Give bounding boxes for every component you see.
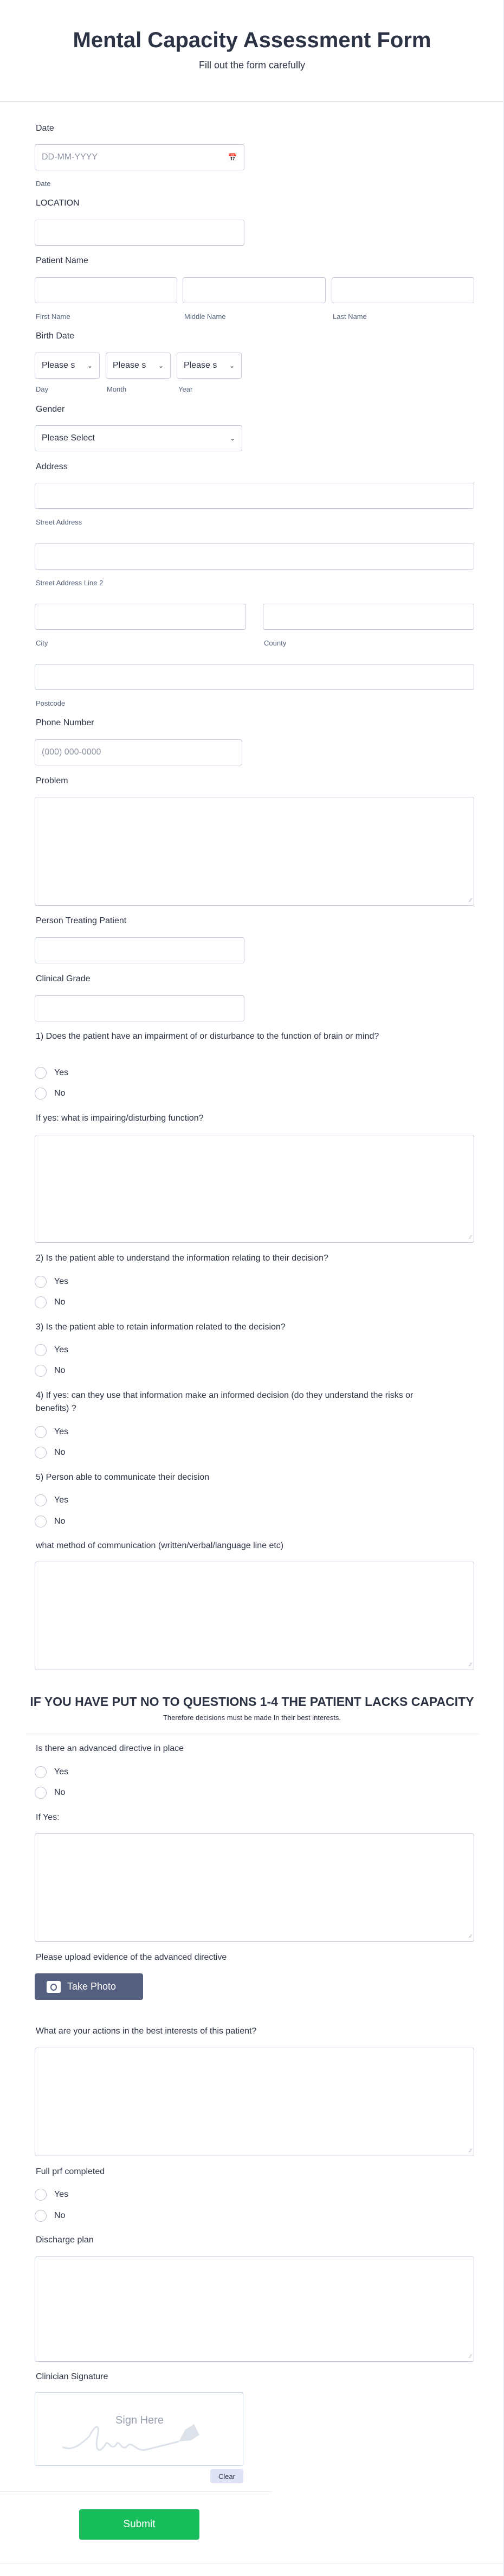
first-name-input[interactable] [35, 277, 177, 303]
county-sublabel: County [264, 639, 287, 647]
date-placeholder: DD-MM-YYYY [42, 152, 98, 162]
gender-value: Please Select [42, 433, 95, 443]
take-photo-label: Take Photo [67, 1981, 117, 1992]
q1-label: 1) Does the patient have an impairment of or disturbance to the function of brain or mind? [36, 1032, 379, 1041]
sign-here-placeholder: Sign Here [115, 2414, 164, 2426]
submit-button[interactable]: Submit [79, 2509, 199, 2540]
form-subtitle: Fill out the form carefully [198, 60, 306, 71]
radio-circle-icon [35, 1766, 47, 1778]
street-address-sublabel: Street Address [36, 518, 82, 526]
problem-textarea[interactable] [35, 797, 474, 906]
person-treating-label: Person Treating Patient [36, 916, 127, 925]
advanced-directive-yes-radio[interactable] [35, 1766, 68, 1778]
chevron-down-icon: ⌄ [87, 362, 93, 369]
date-input[interactable] [35, 144, 244, 170]
county-input[interactable] [263, 604, 474, 630]
radio-circle-icon [35, 1365, 47, 1377]
year-sublabel: Year [178, 385, 193, 393]
q4-yes-radio[interactable] [35, 1426, 68, 1438]
yes-label: Yes [54, 1345, 69, 1354]
q3-no-radio[interactable] [35, 1365, 65, 1377]
clinical-grade-input[interactable] [35, 995, 244, 1021]
q3-yes-radio[interactable] [35, 1344, 68, 1356]
yes-label: Yes [54, 1427, 69, 1436]
location-label: LOCATION [36, 199, 80, 208]
person-treating-input[interactable] [35, 937, 244, 963]
signature-pen-icon [60, 2420, 217, 2458]
yes-label: Yes [54, 1495, 69, 1505]
resize-handle-icon[interactable]: ∕∕ [469, 2354, 471, 2360]
signature-label: Clinician Signature [36, 2372, 108, 2381]
chevron-down-icon: ⌄ [158, 362, 164, 369]
radio-circle-icon [35, 1447, 47, 1459]
calendar-icon[interactable]: 📅 [228, 152, 237, 162]
take-photo-button[interactable] [35, 1973, 143, 2000]
birth-day-value: Please s [42, 361, 75, 370]
postcode-input[interactable] [35, 664, 474, 690]
radio-circle-icon [35, 1787, 47, 1799]
yes-label: Yes [54, 1068, 69, 1077]
radio-circle-icon [35, 1344, 47, 1356]
communication-method-label: what method of communication (written/verbal/language line etc) [36, 1541, 284, 1550]
resize-handle-icon[interactable]: ∕∕ [469, 2148, 471, 2154]
location-input[interactable] [35, 220, 244, 246]
street-address-2-sublabel: Street Address Line 2 [36, 579, 104, 587]
chevron-down-icon: ⌄ [229, 434, 235, 442]
middle-name-input[interactable] [183, 277, 326, 303]
yes-label: Yes [54, 1767, 69, 1776]
q2-label: 2) Is the patient able to understand the information relating to their decision? [36, 1254, 328, 1263]
header-divider [0, 101, 504, 102]
month-sublabel: Month [107, 385, 127, 393]
birth-date-label: Birth Date [36, 331, 75, 341]
radio-circle-icon [35, 1494, 47, 1506]
communication-method-textarea[interactable] [35, 1562, 474, 1670]
camera-icon [47, 1981, 61, 1993]
last-name-input[interactable] [332, 277, 474, 303]
gender-select[interactable] [35, 425, 242, 451]
if-yes-textarea[interactable] [35, 1833, 474, 1942]
birth-year-select[interactable] [177, 353, 242, 379]
patient-name-label: Patient Name [36, 256, 88, 265]
radio-circle-icon [35, 1426, 47, 1438]
footer-divider [0, 2491, 272, 2492]
day-sublabel: Day [36, 385, 49, 393]
q3-label: 3) Is the patient able to retain information related to the decision? [36, 1322, 286, 1332]
no-label: No [54, 2211, 66, 2220]
q1-yes-radio[interactable] [35, 1067, 68, 1079]
radio-circle-icon [35, 1516, 47, 1527]
birth-month-select[interactable] [106, 353, 171, 379]
phone-placeholder: (000) 000-0000 [42, 747, 101, 757]
discharge-plan-textarea[interactable] [35, 2257, 474, 2362]
street-address-input[interactable] [35, 483, 474, 509]
resize-handle-icon[interactable]: ∕∕ [469, 1662, 471, 1668]
date-sublabel: Date [36, 180, 51, 188]
q1-followup-textarea[interactable] [35, 1135, 474, 1243]
capacity-heading: IF YOU HAVE PUT NO TO QUESTIONS 1-4 THE PATIENT LACKS CAPACITY [30, 1695, 474, 1709]
advanced-directive-no-radio[interactable] [35, 1787, 65, 1799]
middle-name-sublabel: Middle Name [184, 312, 226, 321]
q4-no-radio[interactable] [35, 1447, 65, 1459]
yes-label: Yes [54, 1277, 69, 1286]
chevron-down-icon: ⌄ [229, 362, 235, 369]
no-label: No [54, 1089, 66, 1098]
q5-label: 5) Person able to communicate their decision [36, 1473, 210, 1482]
no-label: No [54, 1448, 66, 1457]
street-address-2-input[interactable] [35, 544, 474, 570]
first-name-sublabel: First Name [36, 312, 70, 321]
advanced-directive-label: Is there an advanced directive in place [36, 1744, 184, 1753]
phone-label: Phone Number [36, 718, 94, 727]
resize-handle-icon[interactable]: ∕∕ [469, 898, 471, 904]
actions-label: What are your actions in the best interests of this patient? [36, 2027, 257, 2036]
birth-month-value: Please s [113, 361, 146, 370]
radio-circle-icon [35, 1088, 47, 1100]
phone-input[interactable] [35, 739, 242, 765]
full-prf-label: Full prf completed [36, 2167, 105, 2176]
postcode-sublabel: Postcode [36, 699, 66, 707]
birth-day-select[interactable] [35, 353, 100, 379]
q2-yes-radio[interactable] [35, 1276, 68, 1288]
radio-circle-icon [35, 2210, 47, 2222]
q4-label: 4) If yes: can they use that information make an informed decision (do they understand the risks or benefits) ? [36, 1391, 413, 1413]
actions-textarea[interactable] [35, 2048, 474, 2156]
q1-no-radio[interactable] [35, 1088, 65, 1100]
last-name-sublabel: Last Name [333, 312, 367, 321]
full-prf-yes-radio[interactable] [35, 2189, 68, 2201]
resize-handle-icon[interactable]: ∕∕ [469, 1934, 471, 1940]
address-label: Address [36, 462, 68, 471]
date-label: Date [36, 124, 54, 133]
radio-circle-icon [35, 1067, 47, 1079]
no-label: No [54, 1517, 66, 1526]
upload-label: Please upload evidence of the advanced directive [36, 1953, 227, 1962]
no-label: No [54, 1297, 66, 1307]
if-yes-label: If Yes: [36, 1813, 60, 1822]
q1-followup-label: If yes: what is impairing/disturbing function? [36, 1114, 204, 1123]
clear-signature-button[interactable]: Clear [210, 2469, 243, 2483]
no-label: No [54, 1788, 66, 1797]
radio-circle-icon [35, 1296, 47, 1308]
radio-circle-icon [35, 1276, 47, 1288]
q5-yes-radio[interactable] [35, 1494, 68, 1506]
yes-label: Yes [54, 2190, 69, 2199]
capacity-subheading: Therefore decisions must be made In their best interests. [163, 1714, 341, 1722]
resize-handle-icon[interactable]: ∕∕ [469, 1235, 471, 1241]
birth-year-value: Please s [184, 361, 217, 370]
city-sublabel: City [36, 639, 48, 647]
gender-label: Gender [36, 405, 65, 414]
full-prf-no-radio[interactable] [35, 2210, 65, 2222]
no-label: No [54, 1366, 66, 1375]
discharge-plan-label: Discharge plan [36, 2235, 94, 2245]
problem-label: Problem [36, 776, 68, 785]
form-title: Mental Capacity Assessment Form [73, 28, 431, 52]
q2-no-radio[interactable] [35, 1296, 65, 1308]
clinical-grade-label: Clinical Grade [36, 974, 91, 983]
radio-circle-icon [35, 2189, 47, 2201]
signature-pad[interactable] [35, 2392, 243, 2466]
q5-no-radio[interactable] [35, 1516, 65, 1527]
city-input[interactable] [35, 604, 246, 630]
